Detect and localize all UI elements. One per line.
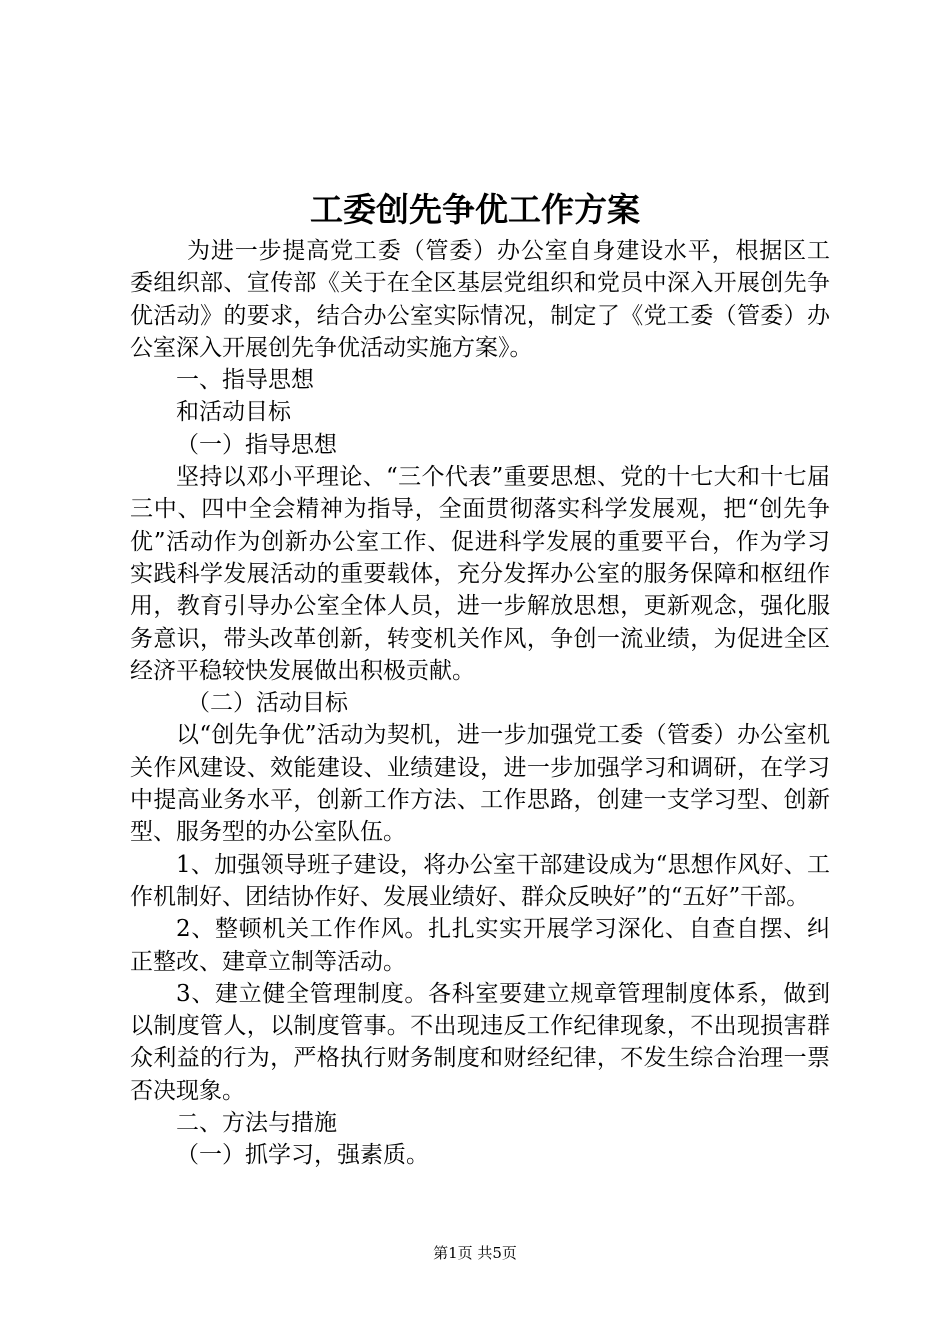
paragraph: （一）抓学习，强素质。 (176, 1142, 429, 1169)
paragraph: （二）活动目标 (187, 690, 348, 717)
paragraph: 二、方法与措施 (176, 1110, 337, 1137)
paragraph: 一、指导思想 (176, 367, 314, 394)
paragraph: 坚持以邓小平理论、“三个代表”重要思想、党的十七大和十七届三中、四中全会精神为指导，全面贯彻落实科学发展观，把“创先争优”活动作为创新办公室工作、促进科学发展的重要平台，作为学习实践科学发展活动的重要载体，充分发挥办公室的服务保障和枢纽作用，教育引导办公室全体人员，进一步解放思想，更新观念，强化服务意识，带头改革创新，转变机关作风，争创一流业绩，为促进全区经济平稳较快发展做出积极贡献。 (130, 464, 830, 684)
document-title: 工委创先争优工作方案 (310, 190, 640, 229)
page-footer: 第1页 共5页 (433, 1244, 517, 1262)
paragraph: （一）指导思想 (176, 431, 337, 458)
paragraph: 为进一步提高党工委（管委）办公室自身建设水平，根据区工委组织部、宣传部《关于在全区基层党组织和党员中深入开展创先争优活动》的要求，结合办公室实际情况，制定了《党工委（管委）办公室深入开展创先争优活动实施方案》。 (130, 238, 830, 361)
paragraph: 3、建立健全管理制度。各科室要建立规章管理制度体系，做到以制度管人，以制度管事。不出现违反工作纪律现象，不出现损害群众利益的行为，严格执行财务制度和财经纪律，不发生综合治理一票否决现象。 (130, 980, 830, 1104)
paragraph: 和活动目标 (176, 399, 291, 426)
document-body (130, 235, 830, 1172)
paragraph: 2、整顿机关工作作风。扎扎实实开展学习深化、自查自摆、纠正整改、建章立制等活动。 (130, 916, 830, 975)
paragraph: 以“创先争优”活动为契机，进一步加强党工委（管委）办公室机关作风建设、效能建设、业绩建设，进一步加强学习和调研，在学习中提高业务水平，创新工作方法、工作思路，创建一支学习型、创新型、服务型的办公室队伍。 (130, 722, 830, 846)
paragraph: 1、加强领导班子建设，将办公室干部建设成为“思想作风好、工作机制好、团结协作好、发展业绩好、群众反映好”的“五好”干部。 (130, 851, 830, 910)
